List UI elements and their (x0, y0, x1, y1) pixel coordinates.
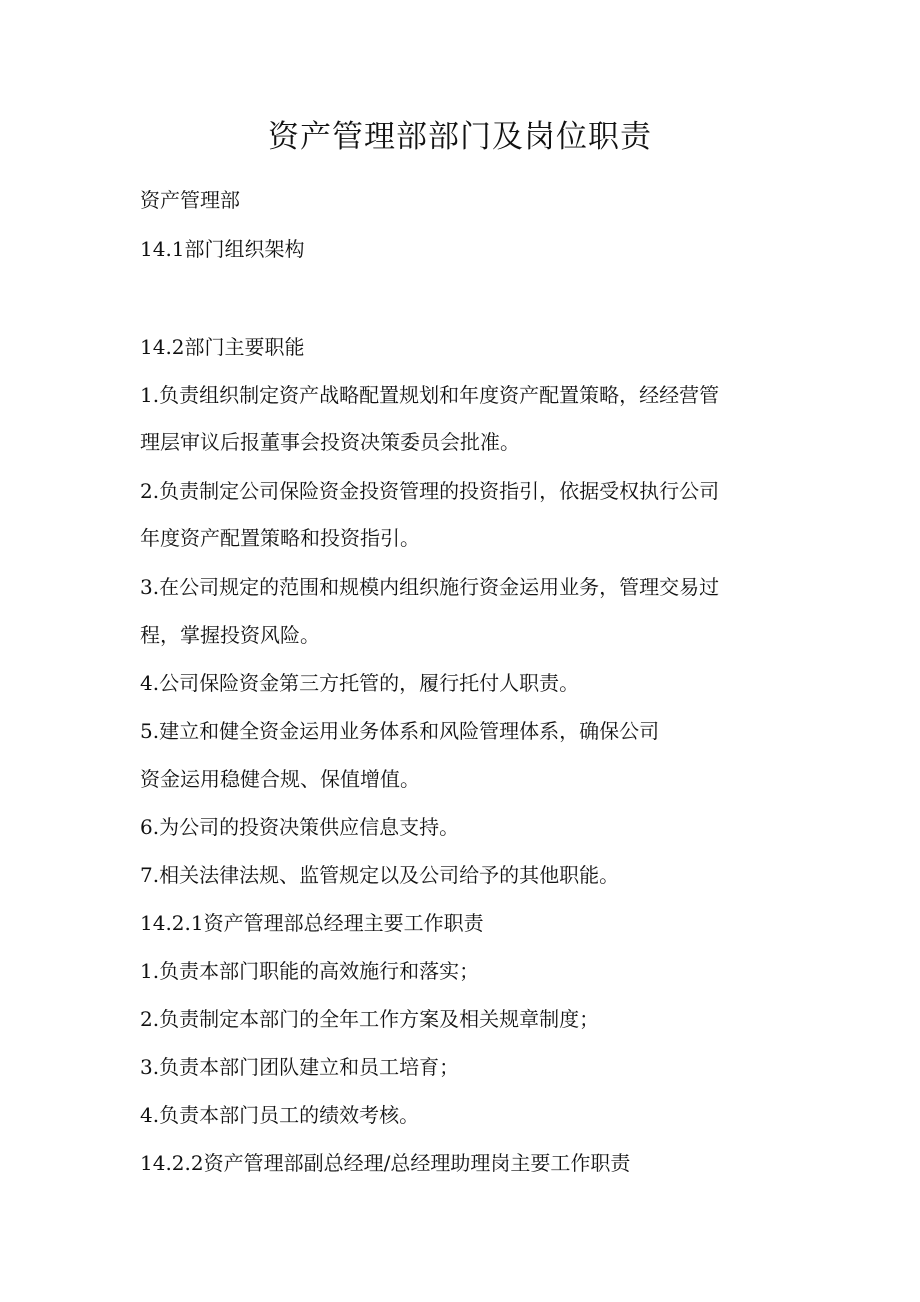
section-heading-gm-duties: 14.2.1资产管理部总经理主要工作职责 (140, 911, 484, 935)
section-heading-org-structure: 14.1部门组织架构 (140, 237, 305, 261)
paragraph-line: 理层审议后报董事会投资决策委员会批准。 (140, 430, 520, 454)
paragraph-line: 4.负责本部门员工的绩效考核。 (140, 1103, 420, 1127)
section-heading-main-functions: 14.2部门主要职能 (140, 335, 305, 359)
paragraph-line: 5.建立和健全资金运用业务体系和风险管理体系，确保公司 (140, 719, 660, 743)
paragraph-line: 1.负责组织制定资产战略配置规划和年度资产配置策略，经经营管 (140, 383, 720, 407)
paragraph-line: 年度资产配置策略和投资指引。 (140, 526, 420, 550)
section-heading-deputy-gm-duties: 14.2.2资产管理部副总经理/总经理助理岗主要工作职责 (140, 1151, 631, 1175)
paragraph-line: 7.相关法律法规、监管规定以及公司给予的其他职能。 (140, 863, 620, 887)
paragraph-line: 2.负责制定公司保险资金投资管理的投资指引，依据受权执行公司 (140, 479, 720, 503)
paragraph-line: 2.负责制定本部门的全年工作方案及相关规章制度； (140, 1007, 600, 1031)
paragraph-line: 4.公司保险资金第三方托管的，履行托付人职责。 (140, 671, 580, 695)
paragraph-line: 程，掌握投资风险。 (140, 623, 320, 647)
paragraph-line: 6.为公司的投资决策供应信息支持。 (140, 815, 460, 839)
document-title: 资产管理部部门及岗位职责 (268, 119, 652, 155)
paragraph-line: 3.负责本部门团队建立和员工培育； (140, 1055, 460, 1079)
paragraph-line: 1.负责本部门职能的高效施行和落实； (140, 959, 480, 983)
paragraph-line: 资金运用稳健合规、保值增值。 (140, 767, 420, 791)
paragraph-line: 3.在公司规定的范围和规模内组织施行资金运用业务，管理交易过 (140, 575, 720, 599)
department-name: 资产管理部 (140, 188, 240, 212)
